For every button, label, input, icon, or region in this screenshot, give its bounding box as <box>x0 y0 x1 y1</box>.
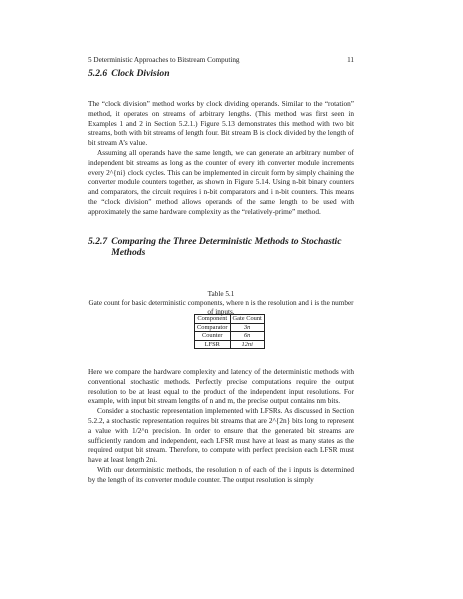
running-head <box>88 56 354 64</box>
gate-count-cell: 3n <box>230 323 264 332</box>
table-row <box>195 340 265 349</box>
paragraph: Assuming all operands have the same length, we can generate an arbitrary number of independent bit streams as long as the counter of every ith converter module increments every 2^{ni} clock cycles. This can be implemented in circuit form by simply chaining the converter module counters together, as shown in Figure 5.14. Using n-bit binary counters and comparators, the circuit requires i n-bit comparators and i n-bit counters. This means the “clock division” method allows operands of the same length to be used with approximately the same hardware complexity as the “relatively-prime” method. <box>88 147 354 216</box>
paragraph: With our deterministic methods, the resolution n of each of the i inputs is determined by the length of its converter module counter. The output resolution is simply <box>88 464 354 484</box>
component-cell: Comparator <box>195 323 231 332</box>
column-header: Component <box>195 315 231 324</box>
column-header: Gate Count <box>230 315 264 324</box>
section-5-2-6-heading <box>88 68 354 79</box>
table-row <box>195 332 265 341</box>
table-caption-text: Gate count for basic deterministic components, where n is the resolution and i is the number of inputs. <box>88 299 354 317</box>
component-cell: Counter <box>195 332 231 341</box>
paragraph: Here we compare the hardware complexity and latency of the deterministic methods with conventional stochastic methods. Perfectly precise computations require the output resolution to be at least equal to the product of the independent input resolutions. For example, with input bit stream lengths of n and m, the precise output contains nm bits. <box>88 367 354 406</box>
section-title: Clock Division <box>111 68 170 79</box>
gate-count-table <box>194 314 265 349</box>
section-number: 5.2.7 <box>88 236 108 247</box>
section-5-2-6-body <box>88 99 354 217</box>
section-5-2-7-heading <box>88 236 354 258</box>
table-header-row <box>195 315 265 324</box>
running-head-title: 5 Deterministic Approaches to Bitstream Computing <box>88 56 240 64</box>
table-container <box>194 314 265 349</box>
table-label: Table 5.1 <box>207 290 235 298</box>
gate-count-cell: 6n <box>230 332 264 341</box>
section-number: 5.2.6 <box>88 68 108 79</box>
section-title: Comparing the Three Deterministic Methods to Stochastic Methods <box>111 236 342 258</box>
table-row <box>195 323 265 332</box>
paragraph: The “clock division” method works by clock dividing operands. Similar to the “rotation” method, it operates on streams of arbitrary lengths. (This method was first seen in Examples 1 and 2 in Section 5.2.1.) Figure 5.13 demonstrates this method with two bit streams, both with bit streams of length four. Bit stream B is clock divided by the length of bit stream A’s value. <box>88 99 354 148</box>
comparison-body <box>88 367 354 485</box>
gate-count-cell: 12ni <box>230 340 264 349</box>
page-number: 11 <box>347 56 354 64</box>
paragraph: Consider a stochastic representation implemented with LFSRs. As discussed in Section 5.2.2, a stochastic representation requires bit streams that are 2^{2n} bits long to represent a value with 1/2^n precision. In order to ensure that the generated bit streams are sufficiently random and independent, each LFSR must have at least as many states as the required output bit stream. Therefore, to compute with perfect precision each LFSR must have at least length 2ni. <box>88 406 354 465</box>
component-cell: LFSR <box>195 340 231 349</box>
